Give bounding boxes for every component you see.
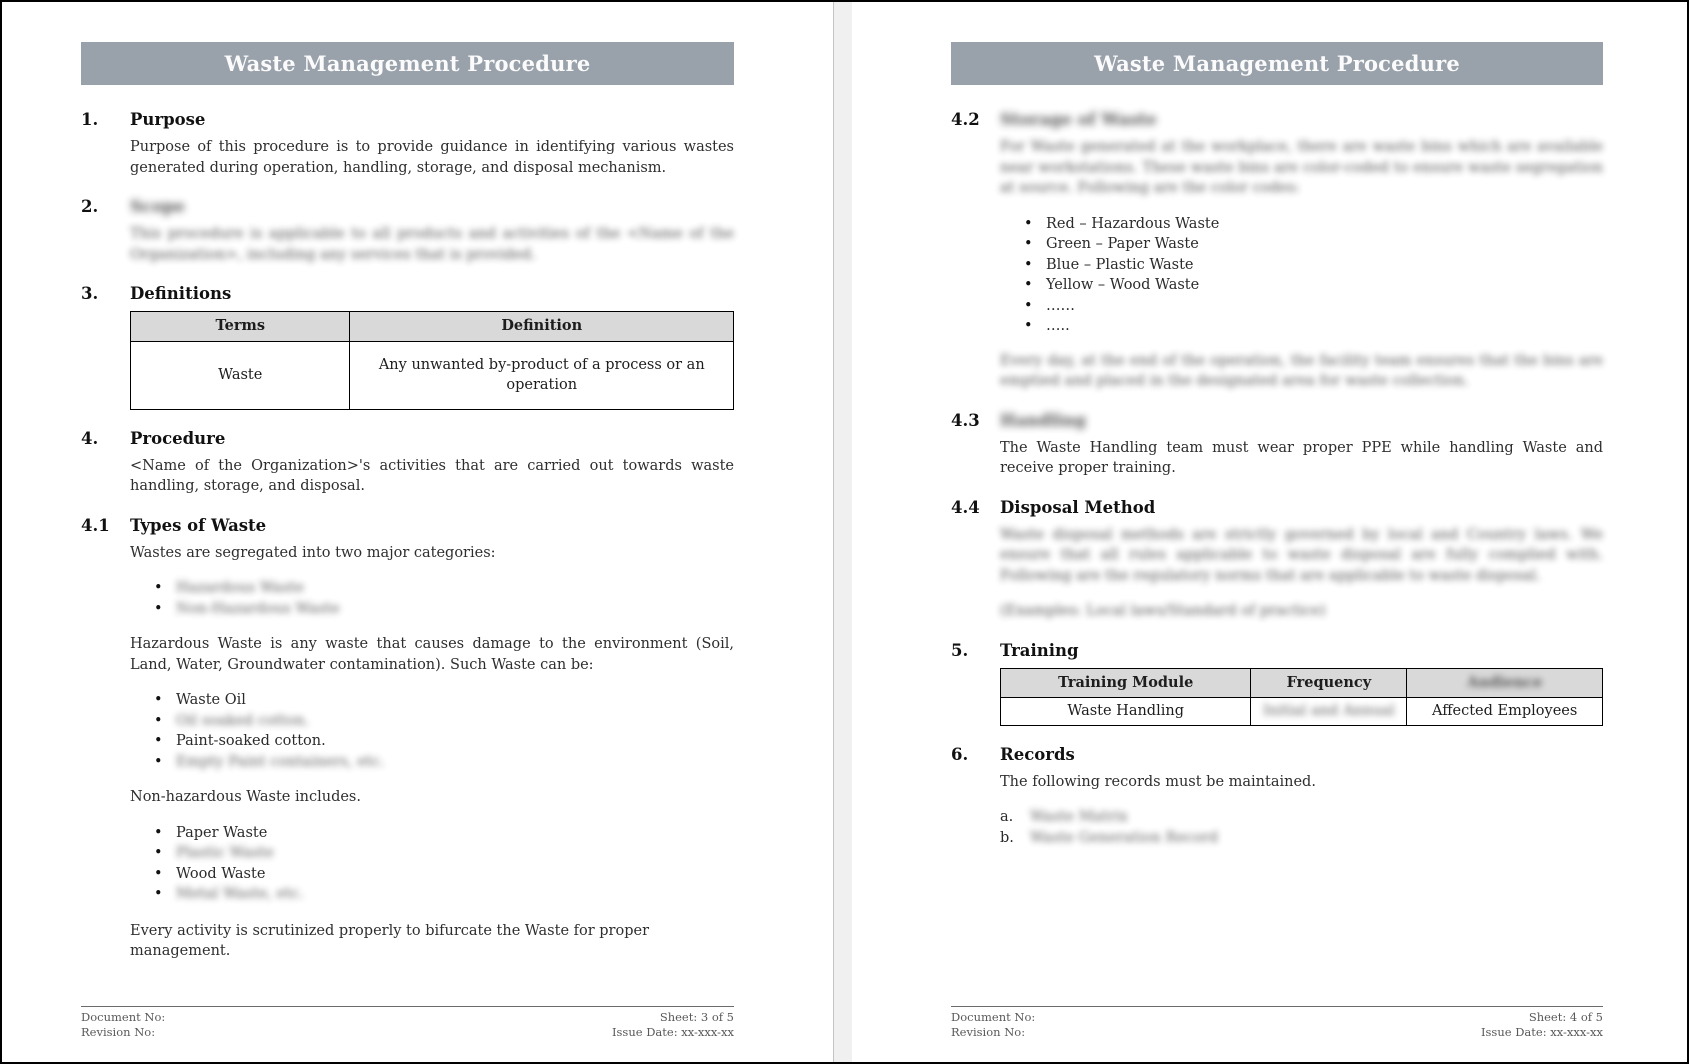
- handling-paragraph: The Waste Handling team must wear proper PPE while handling Waste and receive proper training.: [1000, 439, 1603, 476]
- list-item: [1024, 255, 1603, 276]
- footer-right: [1481, 1010, 1603, 1040]
- section-heading: Records: [1000, 744, 1075, 764]
- nonhazardous-paragraph: Non-hazardous Waste includes.: [130, 789, 361, 805]
- cell-frequency-redacted: Initial and Annual: [1251, 698, 1407, 726]
- list-item: [154, 711, 734, 732]
- list-item: [154, 690, 734, 711]
- storage-paragraph-redacted: For Waste generated at the workplace, there are waste bins which are available near workstations. These waste bins are color-coded to ensure waste segregation at source. Following are the color codes:: [1000, 139, 1603, 196]
- list-item-text-redacted: Waste Generation Record: [1030, 829, 1219, 846]
- section-records-body: [1000, 772, 1603, 849]
- section-handling: [951, 409, 1603, 432]
- section-disposal: [951, 496, 1603, 519]
- page-gap: [833, 2, 854, 1062]
- table-header-row: [1001, 668, 1603, 698]
- list-item: [1024, 316, 1603, 337]
- cell-definition: Any unwanted by-product of a process or an operation: [350, 341, 734, 409]
- column-header-frequency: Frequency: [1251, 668, 1407, 698]
- list-item: [154, 884, 734, 905]
- page-content: [81, 85, 734, 962]
- section-procedure-body: [130, 456, 734, 497]
- page-footer: [951, 1006, 1603, 1040]
- column-header-terms: Terms: [131, 312, 350, 342]
- list-item: [154, 823, 734, 844]
- bullet-icon: •: [154, 600, 163, 617]
- list-item-text: Paint-soaked cotton.: [176, 733, 326, 749]
- issue-date: Issue Date: xx-xxx-xx: [611, 1025, 734, 1039]
- section-procedure: [81, 427, 734, 450]
- bullet-icon: •: [1024, 236, 1033, 252]
- list-item-text-redacted: Oil soaked cotton.: [176, 712, 310, 729]
- document-page-3: [2, 2, 833, 1062]
- bullet-icon: •: [154, 733, 163, 749]
- section-records: [951, 743, 1603, 766]
- page-title-bar: [81, 42, 734, 85]
- bullet-icon: •: [154, 886, 163, 902]
- bullet-icon: •: [1024, 318, 1033, 334]
- document-title: Waste Management Procedure: [224, 51, 591, 76]
- section-types-of-waste: [81, 514, 734, 537]
- table-row: [1001, 698, 1603, 726]
- section-number: 4.1: [81, 515, 110, 535]
- list-item-text-redacted: Non-Hazardous Waste: [176, 600, 340, 617]
- list-item-text: Red – Hazardous Waste: [1046, 215, 1220, 232]
- document-no-label: Document No:: [951, 1010, 1036, 1024]
- list-item: [1024, 296, 1603, 317]
- training-table: [1000, 668, 1603, 726]
- bullet-icon: •: [1024, 215, 1033, 232]
- section-number: 3.: [81, 284, 99, 303]
- revision-no-label: Revision No:: [951, 1025, 1026, 1039]
- sheet-number: Sheet: 3 of 5: [659, 1010, 734, 1024]
- storage-paragraph2-redacted: Every day, at the end of the operation, the facility team ensures that the bins are emptied and placed in the designated area for waste collection.: [1000, 352, 1603, 389]
- section-number: 4.: [81, 428, 99, 448]
- section-disposal-body: [1000, 525, 1603, 622]
- section-training-body: [1000, 668, 1603, 726]
- sheet-number: Sheet: 4 of 5: [1528, 1010, 1603, 1024]
- section-scope: [81, 195, 734, 218]
- purpose-paragraph: Purpose of this procedure is to provide guidance in identifying various wastes generated during operation, handling, storage, and disposal mechanism.: [130, 139, 734, 176]
- section-heading: Procedure: [130, 428, 226, 448]
- section-purpose: [81, 108, 734, 131]
- section-scope-body: [130, 224, 734, 265]
- section-storage-body: [1000, 137, 1603, 392]
- list-item: [154, 599, 734, 620]
- color-code-list: [1000, 214, 1603, 337]
- section-heading-redacted: Storage of Waste: [1000, 110, 1157, 129]
- bullet-icon: •: [154, 824, 163, 841]
- document-page-4: [852, 2, 1687, 1062]
- list-item: [154, 843, 734, 864]
- list-item-text: Yellow – Wood Waste: [1046, 277, 1200, 293]
- section-number: 2.: [81, 197, 99, 216]
- section-purpose-body: [130, 137, 734, 178]
- list-item-text-redacted: Metal Waste, etc.: [176, 886, 304, 902]
- list-letter: b.: [1000, 829, 1014, 846]
- nonhazardous-waste-list: [130, 823, 734, 905]
- disposal-paragraph-redacted: Waste disposal methods are strictly governed by local and Country laws. We ensure that all rules applicable to waste disposal are fully complied with. Following are the regulatory norms that are applicable to waste disposal.: [1000, 526, 1603, 584]
- list-item-text-redacted: Waste Matrix: [1030, 809, 1128, 825]
- list-letter: a.: [1000, 809, 1014, 825]
- footer-left: [951, 1010, 1035, 1040]
- bullet-icon: •: [154, 712, 163, 729]
- cell-term: Waste: [131, 341, 350, 409]
- page-content: [951, 85, 1603, 848]
- column-header-definition: Definition: [350, 312, 734, 342]
- list-item-text-redacted: Hazardous Waste: [176, 580, 305, 596]
- list-item: [1024, 275, 1603, 296]
- section-number: 5.: [951, 640, 969, 660]
- list-item-text: …..: [1046, 318, 1070, 334]
- list-item: [154, 752, 734, 773]
- section-heading: Disposal Method: [1000, 497, 1156, 517]
- section-heading: Training: [1000, 640, 1079, 660]
- document-title: Waste Management Procedure: [1094, 51, 1460, 76]
- list-item-text: Green – Paper Waste: [1046, 236, 1199, 252]
- list-item: [1000, 828, 1603, 849]
- types-intro-paragraph: Wastes are segregated into two major categories:: [130, 544, 496, 561]
- list-item: [1000, 807, 1603, 828]
- list-item-text: ……: [1046, 297, 1075, 314]
- list-item-text-redacted: Plastic Waste: [176, 845, 274, 861]
- cell-audience: Affected Employees: [1407, 698, 1603, 726]
- list-item: [1024, 214, 1603, 235]
- cell-training-module: Waste Handling: [1001, 698, 1251, 726]
- section-heading: Purpose: [130, 110, 206, 129]
- section-definitions-body: [130, 311, 734, 410]
- hazardous-paragraph: Hazardous Waste is any waste that causes damage to the environment (Soil, Land, Water, Groundwater contamination). Such Waste can be:: [130, 636, 734, 673]
- issue-date: Issue Date: xx-xxx-xx: [1480, 1025, 1603, 1039]
- footer-left: [81, 1010, 165, 1040]
- bullet-icon: •: [1024, 256, 1033, 273]
- definitions-table: [130, 311, 734, 410]
- section-heading: Definitions: [130, 284, 232, 303]
- list-item-text-redacted: Empty Paint containers, etc.: [176, 753, 385, 770]
- list-item: [154, 731, 734, 752]
- revision-no-label: Revision No:: [81, 1025, 156, 1039]
- list-item: [154, 578, 734, 599]
- section-heading-redacted: Handling: [1000, 410, 1086, 430]
- bullet-icon: •: [154, 580, 163, 596]
- section-definitions: [81, 282, 734, 305]
- list-item-text: Blue – Plastic Waste: [1046, 256, 1194, 273]
- page-title-bar: [951, 42, 1603, 85]
- list-item-text: Wood Waste: [176, 865, 266, 882]
- page-footer: [81, 1006, 734, 1040]
- bullet-icon: •: [154, 865, 163, 882]
- column-header-audience-redacted: Audience: [1407, 668, 1603, 698]
- list-item-text: Waste Oil: [176, 692, 246, 708]
- table-header-row: [131, 312, 734, 342]
- waste-category-list: [130, 578, 734, 619]
- bullet-icon: •: [1024, 277, 1033, 293]
- bullet-icon: •: [154, 692, 163, 708]
- section-training: [951, 639, 1603, 662]
- scope-paragraph-redacted: This procedure is applicable to all products and activities of the <Name of the Organization>, including any services that is provided.: [130, 226, 734, 263]
- section-heading: Types of Waste: [130, 515, 267, 535]
- section-number: 4.4: [951, 497, 980, 517]
- section-number: 4.2: [951, 110, 980, 129]
- column-header-training-module: Training Module: [1001, 668, 1251, 698]
- section-number: 4.3: [951, 410, 980, 430]
- records-list: [1000, 807, 1603, 848]
- list-item: [154, 864, 734, 885]
- section-heading-redacted: Scope: [130, 197, 186, 216]
- types-closing-paragraph: Every activity is scrutinized properly to bifurcate the Waste for proper management.: [130, 922, 650, 959]
- disposal-note-redacted: (Examples: Local laws/Standard of practice): [1000, 603, 1326, 619]
- section-storage: [951, 108, 1603, 131]
- list-item: [1024, 234, 1603, 255]
- bullet-icon: •: [154, 753, 163, 770]
- document-no-label: Document No:: [81, 1010, 166, 1024]
- bullet-icon: •: [1024, 297, 1033, 314]
- procedure-paragraph: <Name of the Organization>'s activities that are carried out towards waste handling, storage, and disposal.: [130, 457, 734, 494]
- section-types-body: [130, 543, 734, 962]
- section-handling-body: [1000, 438, 1603, 479]
- section-number: 6.: [951, 744, 969, 764]
- list-item-text: Paper Waste: [176, 824, 268, 841]
- table-row: [131, 341, 734, 409]
- section-number: 1.: [81, 110, 99, 129]
- footer-right: [612, 1010, 734, 1040]
- hazardous-waste-list: [130, 690, 734, 772]
- records-paragraph: The following records must be maintained.: [1000, 773, 1316, 790]
- bullet-icon: •: [154, 845, 163, 861]
